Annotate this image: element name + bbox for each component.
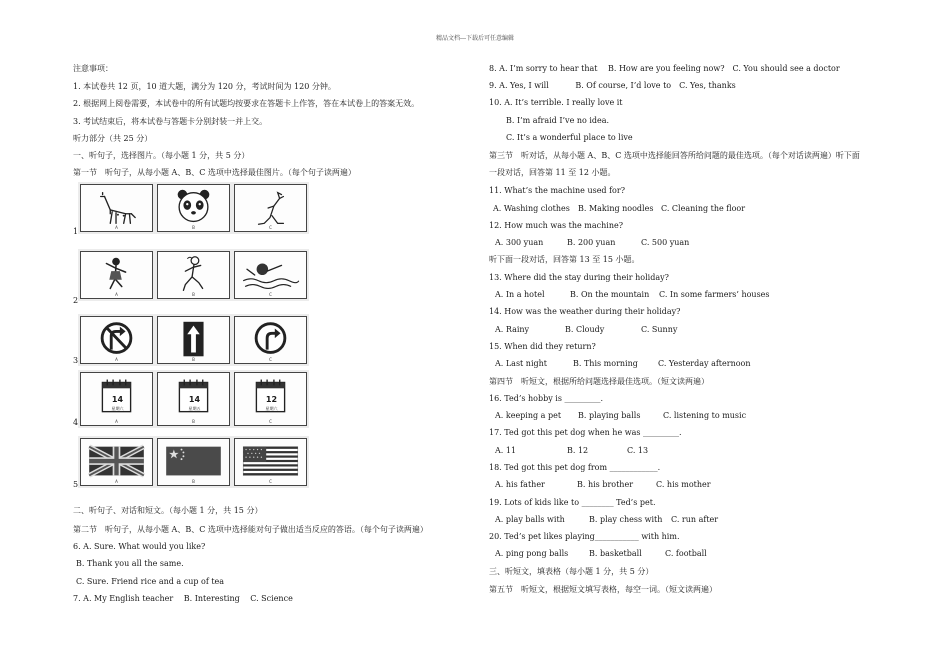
option-b-image [157,251,230,299]
calendar-date: 14 [111,395,124,404]
option-label: A [115,479,118,484]
question-18-option-b: B. his brother [577,480,634,489]
option-b-image [157,438,230,486]
question-18: 18. Ted got this pet dog from ____________. [489,463,661,472]
option-label: C [269,479,272,484]
calendar-weekday: 星期六 [265,406,278,411]
question-13-option-a: A. In a hotel [495,290,545,299]
note-1: 1. 本试卷共 12 页，10 道大题，满分为 120 分，考试时间为 120 分钟。 [73,82,336,91]
option-label: A [115,357,118,362]
question-12: 12. How much was the machine? [489,221,623,230]
option-label: B [192,292,195,297]
question-number-5: 5 [73,480,79,489]
question-11-option-b: B. Making noodles [578,204,654,213]
part2-title: 二、听句子、对话和短文。（每小题 1 分，共 15 分） [73,506,263,515]
question-7: 7. A. My English teacher B. Interesting C. Science [73,594,293,603]
option-label: A [115,225,118,230]
question-12-option-b: B. 200 yuan [567,238,616,247]
picture-row-1 [78,182,309,234]
question-10: 10. A. It’s terrible. I really love it [489,98,623,107]
question-12-option-a: A. 300 yuan [495,238,544,247]
question-16-option-c: C. listening to music [663,411,747,420]
question-10-option-b: B. I’m afraid I’ve no idea. [506,116,610,125]
option-c-image [234,184,307,232]
question-17-option-c: C. 13 [627,446,649,455]
section3-instruction: 第三节 听对话，从每小题 A、B、C 选项中选择能回答所给问题的最佳选项。（每个对话读两遍）听下面 [489,151,860,160]
section4-instruction: 第四节 听短文，根据所给问题选择最佳选项。（短文读两遍） [489,377,709,386]
question-14-option-a: A. Rainy [495,325,530,334]
calendar-date: 14 [188,395,201,404]
question-10-option-c: C. It’s a wonderful place to live [506,133,633,142]
question-11-option-a: A. Washing clothes [493,204,570,213]
option-label: C [269,292,272,297]
option-a-image [80,251,153,299]
question-13: 13. Where did the stay during their holiday? [489,273,669,282]
dialog2-instruction: 听下面一段对话，回答第 13 至 15 小题。 [489,255,640,264]
question-14: 14. How was the weather during their holiday? [489,307,681,316]
listening-title: 听力部分（共 25 分） [73,134,153,143]
section2-instruction: 第二节 听句子，从每小题 A、B、C 选项中选择能对句子做出适当反应的答语。（每个句子读两遍） [73,525,428,534]
question-15-option-b: B. This morning [573,359,638,368]
question-14-option-b: B. Cloudy [565,325,605,334]
question-19-option-c: C. run after [671,515,719,524]
picture-row-4 [78,370,309,428]
option-label: C [269,225,272,230]
notes-title: 注意事项： [73,64,113,73]
question-15-option-a: A. Last night [495,359,548,368]
option-label: B [192,225,195,230]
question-20-option-a: A. ping pong balls [495,549,569,558]
option-label: C [269,357,272,362]
question-17: 17. Ted got this pet dog when he was _________. [489,428,682,437]
section1-instruction: 第一节 听句子，从每小题 A、B、C 选项中选择最佳图片。（每个句子读两遍） [73,168,356,177]
question-16-option-b: B. playing balls [578,411,641,420]
option-label: A [115,292,118,297]
option-b-image [157,316,230,364]
question-20-option-b: B. basketball [589,549,642,558]
question-13-option-b: B. On the mountain [570,290,650,299]
question-19-option-b: B. play chess with [589,515,663,524]
picture-row-5 [78,436,309,488]
section5-instruction: 第五节 听短文，根据短文填写表格，每空一词。（短文读两遍） [489,585,717,594]
question-15-option-c: C. Yesterday afternoon [658,359,751,368]
question-19: 19. Lots of kids like to ________ Ted’s pet. [489,498,656,507]
option-label: A [115,419,118,424]
question-14-option-c: C. Sunny [641,325,678,334]
question-6-option-b: B. Thank you all the same. [76,559,184,568]
section3-instruction-cont: 一段对话，回答第 11 至 12 小题。 [489,168,616,177]
option-a-image [80,316,153,364]
question-number-1: 1 [73,227,79,236]
question-8: 8. A. I’m sorry to hear that B. How are you feeling now? C. You should see a doctor [489,64,840,73]
option-a-image [80,184,153,232]
picture-row-2 [78,249,309,301]
question-12-option-c: C. 500 yuan [641,238,690,247]
option-label: B [192,479,195,484]
question-9: 9. A. Yes, I will B. Of course, I’d love to C. Yes, thanks [489,81,736,90]
question-number-3: 3 [73,356,79,365]
question-number-4: 4 [73,418,79,427]
option-b-image [157,184,230,232]
note-2: 2. 根据网上阅卷需要，本试卷中的所有试题均按要求在答题卡上作答，答在本试卷上的答案无效。 [73,99,420,108]
note-3: 3. 考试结束后，将本试卷与答题卡分别封装一并上交。 [73,117,268,126]
option-label: C [269,419,272,424]
question-11: 11. What’s the machine used for? [489,186,625,195]
question-18-option-a: A. his father [495,480,545,489]
question-16: 16. Ted’s hobby is _________. [489,394,604,403]
option-b-image [157,372,230,426]
question-16-option-a: A. keeping a pet [495,411,562,420]
question-20: 20. Ted’s pet likes playing___________ with him. [489,532,680,541]
option-c-image [234,316,307,364]
question-18-option-c: C. his mother [656,480,711,489]
page-header: 精品文档---下载后可任意编辑 [435,35,515,42]
part1-title: 一、听句子，选择图片。（每小题 1 分，共 5 分） [73,151,250,160]
calendar-weekday: 星期六 [111,406,124,411]
question-6: 6. A. Sure. What would you like? [73,542,206,551]
option-label: B [192,419,195,424]
question-11-option-c: C. Cleaning the floor [661,204,746,213]
question-17-option-a: A. 11 [495,446,517,455]
question-6-option-c: C. Sure. Friend rice and a cup of tea [76,577,225,586]
option-a-image [80,372,153,426]
question-20-option-c: C. football [665,549,707,558]
part3-title: 三、听短文，填表格（每小题 1 分，共 5 分） [489,567,654,576]
question-17-option-b: B. 12 [567,446,589,455]
option-a-image [80,438,153,486]
option-c-image [234,372,307,426]
question-13-option-c: C. In some farmers’ houses [659,290,770,299]
option-c-image [234,251,307,299]
calendar-weekday: 星期五 [188,406,201,411]
calendar-date: 12 [265,395,278,404]
option-c-image [234,438,307,486]
question-15: 15. When did they return? [489,342,596,351]
option-label: B [192,357,195,362]
picture-row-3 [78,314,309,366]
question-19-option-a: A. play balls with [495,515,565,524]
question-number-2: 2 [73,296,79,305]
